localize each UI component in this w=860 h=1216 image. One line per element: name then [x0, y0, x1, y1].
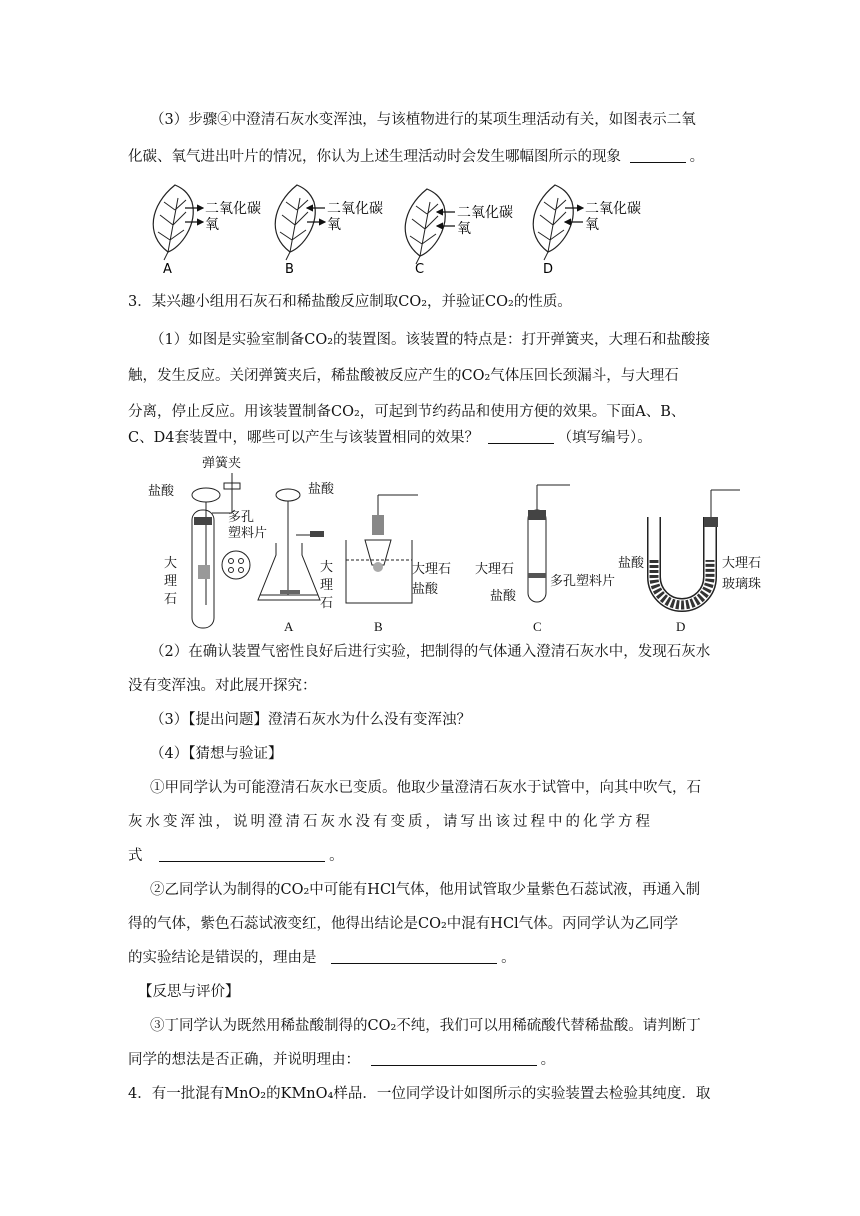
q3-p4: （4）【猜想与验证】: [150, 746, 283, 762]
marble-label-a-3: 石: [320, 596, 334, 611]
marble-label-orig-2: 理: [164, 574, 178, 589]
q3-c2-line2: 得的气体，紫色石蕊试液变红，他得出结论是CO₂中混有HCl气体。丙同学认为乙同学: [128, 916, 679, 932]
apparatus-d: [618, 490, 761, 634]
hcl-label-b: 盐酸: [412, 582, 439, 597]
apparatus-b-label: B: [374, 619, 383, 634]
leaf-b-o2-label: 氧: [327, 217, 341, 233]
q3-p1-line3: 分离，停止反应。用该装置制备CO₂，可起到节约药品和使用方便的效果。下面A、B、: [128, 404, 686, 420]
apparatus-b: [346, 495, 451, 634]
q3-p1-line1: （1）如图是实验室制备CO₂的装置图。该装置的特点是：打开弹簧夹，大理石和盐酸接: [150, 332, 711, 348]
q3-p2-line2: 没有变浑浊。对此展开探究：: [128, 678, 317, 694]
marble-label-b: 大理石: [412, 562, 452, 577]
q3-c2-line1: ②乙同学认为制得的CO₂中可能有HCl气体，他用试管取少量紫色石蕊试液，再通入制: [150, 882, 701, 898]
glass-beads-label: 玻璃珠: [722, 577, 762, 592]
answer-blank[interactable]: [159, 847, 325, 862]
answer-blank[interactable]: [331, 949, 497, 964]
porous-plate-label-1: 多孔: [228, 510, 255, 525]
marble-label-orig-1: 大: [164, 556, 178, 571]
leaf-c-co2-label: 二氧化碳: [457, 205, 513, 221]
leaf-a: [153, 185, 261, 277]
q3-c1-line2: 灰水变浑浊，说明澄清石灰水没有变质，请写出该过程中的化学方程: [128, 814, 653, 830]
marble-label-a-1: 大: [320, 560, 334, 575]
apparatus-d-label: D: [676, 619, 686, 634]
porous-plate-label-2: 塑料片: [228, 526, 268, 541]
apparatus-a: [258, 481, 335, 634]
hcl-label-c: 盐酸: [490, 589, 517, 604]
apparatus-original: [148, 455, 267, 628]
spring-clamp-label: 弹簧夹: [202, 456, 242, 471]
marble-label-c: 大理石: [475, 562, 515, 577]
marble-label-orig-3: 石: [164, 592, 178, 607]
hcl-label-d: 盐酸: [618, 556, 645, 571]
apparatus-a-label: A: [284, 619, 294, 634]
leaf-gas-exchange-figure: [140, 180, 650, 280]
q3-c2-line3: 的实验结论是错误的，理由是 。: [128, 950, 516, 966]
leaf-a-o2-label: 氧: [205, 217, 219, 233]
leaf-c: [405, 189, 513, 277]
answer-blank[interactable]: [371, 1051, 537, 1066]
q2-part3-line2: 化碳、氧气进出叶片的情况，你认为上述生理活动时会发生哪幅图所示的现象 。: [128, 149, 705, 165]
leaf-d-label: D: [543, 262, 554, 277]
q3-p2-line1: （2）在确认装置气密性良好后进行实验，把制得的气体通入澄清石灰水中，发现石灰水: [150, 644, 711, 660]
q2-part3-line1: （3）步骤④中澄清石灰水变浑浊，与该植物进行的某项生理活动有关，如图表示二氧: [150, 112, 696, 128]
hcl-label-orig: 盐酸: [148, 484, 175, 499]
q3-p1-line2: 触，发生反应。关闭弹簧夹后，稀盐酸被反应产生的CO₂气体压回长颈漏斗，与大理石: [128, 368, 679, 384]
co2-apparatus-figure: [140, 455, 780, 635]
leaf-c-o2-label: 氧: [457, 221, 471, 237]
q3-p3: （3）【提出问题】澄清石灰水为什么没有变浑浊？: [150, 712, 471, 728]
porous-plate-label-c: 多孔塑料片: [550, 574, 616, 589]
marble-label-d: 大理石: [722, 556, 762, 571]
q3-p1-line4: C、D4套装置中，哪些可以产生与该装置相同的效果？ （填写编号）。: [128, 430, 652, 446]
q4-stem: 4．有一批混有MnO₂的KMnO₄样品．一位同学设计如图所示的实验装置去检验其纯度．取: [128, 1086, 711, 1102]
leaf-d-co2-label: 二氧化碳: [585, 201, 641, 217]
q3-c3-line1: ③丁同学认为既然用稀盐酸制得的CO₂不纯，我们可以用稀硫酸代替稀盐酸。请判断丁: [150, 1018, 701, 1034]
q3-stem: 3．某兴趣小组用石灰石和稀盐酸反应制取CO₂，并验证CO₂的性质。: [128, 294, 572, 310]
hcl-label-a: 盐酸: [308, 482, 335, 497]
apparatus-c-label: C: [533, 619, 542, 634]
q3-c1-line1: ①甲同学认为可能澄清石灰水已变质。他取少量澄清石灰水于试管中，向其中吹气，石: [150, 780, 701, 796]
leaf-b-label: B: [285, 262, 294, 277]
answer-blank[interactable]: [488, 429, 554, 444]
leaf-b-co2-label: 二氧化碳: [327, 201, 383, 217]
answer-blank[interactable]: [630, 148, 686, 163]
leaf-a-co2-label: 二氧化碳: [205, 201, 261, 217]
marble-label-a-2: 理: [320, 578, 334, 593]
leaf-d-o2-label: 氧: [585, 217, 599, 233]
q3-c3-line2: 同学的想法是否正确，并说明理由： 。: [128, 1052, 556, 1068]
apparatus-c: [475, 485, 615, 634]
leaf-a-label: A: [163, 262, 172, 277]
q3-reflect: 【反思与评价】: [138, 984, 240, 1000]
leaf-b: [275, 185, 383, 277]
leaf-c-label: C: [415, 262, 425, 277]
leaf-d: [533, 185, 641, 277]
q3-c1-line3: 式 。: [128, 848, 344, 864]
